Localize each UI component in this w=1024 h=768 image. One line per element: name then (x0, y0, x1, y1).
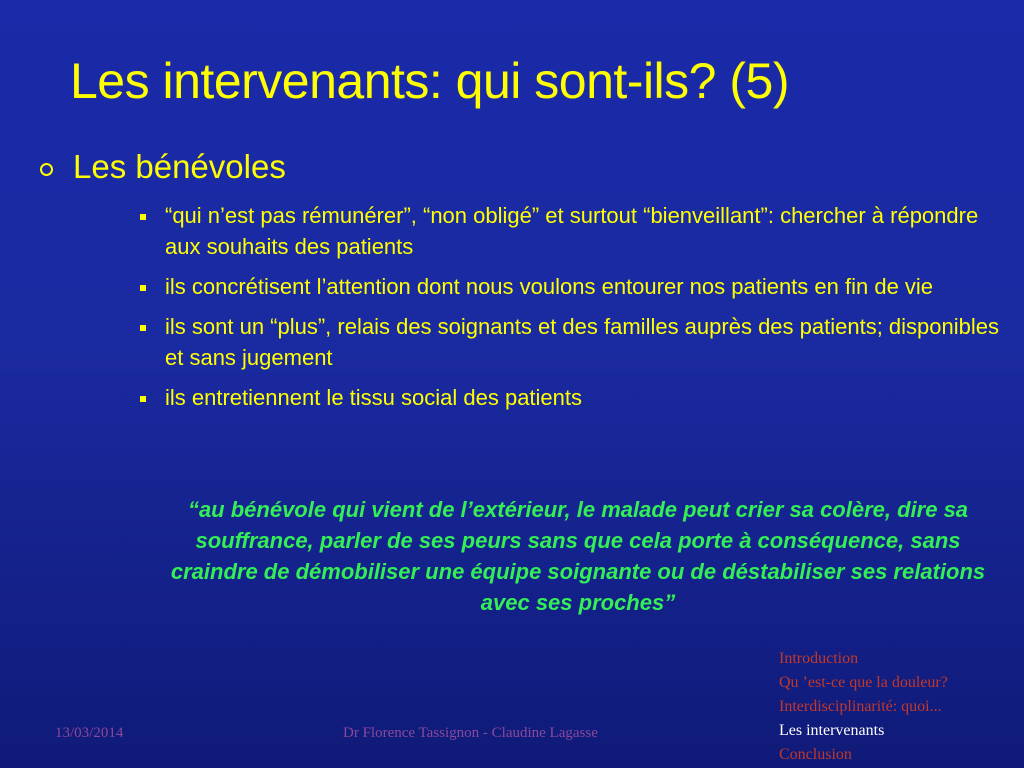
square-bullet-icon (140, 285, 146, 291)
bullet-text: ils concrétisent l’attention dont nous voulons entourer nos patients en fin de vie (165, 274, 934, 299)
level1-bullet (40, 148, 286, 186)
bullet-list (140, 200, 1000, 422)
bullet-item (140, 382, 1000, 413)
square-bullet-icon (140, 396, 146, 402)
bullet-item (140, 200, 1000, 262)
nav-item-douleur[interactable]: Qu ’est-ce que la douleur? (779, 674, 948, 691)
nav-item-interdisciplinarite[interactable]: Interdisciplinarité: quoi... (779, 698, 942, 715)
square-bullet-icon (140, 325, 146, 331)
square-bullet-icon (140, 214, 146, 220)
bullet-text: “qui n’est pas rémunérer”, “non obligé” et surtout “bienveillant”: chercher à répondre aux souhaits des patients (165, 203, 979, 259)
nav-menu (779, 647, 948, 767)
quote-text: “au bénévole qui vient de l’extérieur, le malade peut crier sa colère, dire sa souffrance, parler de ses peurs sans que cela porte à conséquence, sans craindre de démobiliser une équipe soignante ou de déstabiliser ses relations avec ses proches” (170, 497, 986, 615)
nav-item-introduction[interactable]: Introduction (779, 650, 859, 667)
level1-text: Les bénévoles (73, 148, 286, 185)
bullet-item (140, 311, 1000, 373)
bullet-item (140, 271, 1000, 302)
bullet-text: ils entretiennent le tissu social des patients (165, 385, 583, 410)
nav-item-conclusion[interactable]: Conclusion (779, 746, 852, 763)
footer-date: 13/03/2014 (55, 725, 124, 741)
bullet-text: ils sont un “plus”, relais des soignants et des familles auprès des patients; disponibles et sans jugement (165, 314, 1000, 370)
footer-author: Dr Florence Tassignon - Claudine Lagasse (343, 725, 598, 741)
hollow-circle-bullet-icon (40, 163, 53, 176)
nav-item-intervenants[interactable]: Les intervenants (779, 722, 885, 739)
slide-title: Les intervenants: qui sont-ils? (5) (70, 53, 789, 109)
